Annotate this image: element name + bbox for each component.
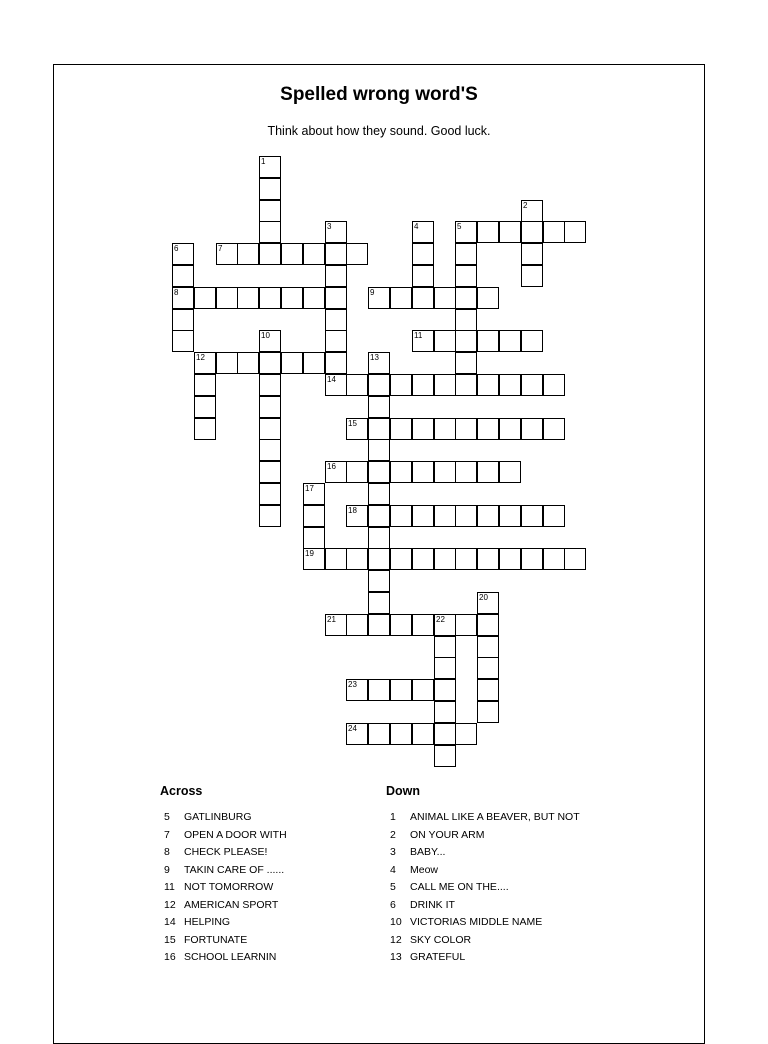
grid-cell[interactable] — [259, 200, 281, 222]
grid-cell[interactable] — [325, 265, 347, 287]
grid-cell[interactable] — [521, 200, 543, 222]
grid-cell[interactable] — [303, 352, 325, 374]
grid-cell[interactable] — [237, 287, 259, 309]
grid-cell[interactable] — [368, 723, 390, 745]
grid-cell[interactable] — [368, 570, 390, 592]
grid-cell[interactable] — [259, 330, 281, 352]
down-clue — [386, 863, 586, 877]
grid-cell[interactable] — [412, 548, 434, 570]
grid-cell[interactable] — [368, 483, 390, 505]
clue-number: 5 — [390, 881, 396, 893]
clue-text: VICTORIAS MIDDLE NAME — [410, 916, 543, 928]
cell-number: 22 — [436, 615, 445, 624]
grid-cell[interactable] — [521, 505, 543, 527]
grid-cell[interactable] — [477, 657, 499, 679]
puzzle-subtitle: Think about how they sound. Good luck. — [267, 124, 491, 138]
cell-number: 18 — [348, 506, 357, 515]
grid-cell[interactable] — [368, 287, 390, 309]
grid-cell[interactable] — [194, 418, 216, 440]
grid-cell[interactable] — [521, 548, 543, 570]
clue-number: 16 — [164, 951, 176, 963]
cell-number: 8 — [174, 288, 179, 297]
grid-cell[interactable] — [259, 396, 281, 418]
grid-cell[interactable] — [172, 265, 194, 287]
grid-cell[interactable] — [281, 352, 303, 374]
grid-cell[interactable] — [259, 352, 281, 374]
grid-cell[interactable] — [325, 548, 347, 570]
grid-cell[interactable] — [412, 505, 434, 527]
across-clue-list — [160, 810, 350, 968]
clue-text: NOT TOMORROW — [184, 881, 274, 893]
grid-cell[interactable] — [346, 243, 368, 265]
grid-cell[interactable] — [455, 461, 477, 483]
across-clue — [160, 845, 350, 859]
across-clue — [160, 828, 350, 842]
grid-cell[interactable] — [543, 505, 565, 527]
grid-cell[interactable] — [281, 243, 303, 265]
grid-cell[interactable] — [434, 548, 456, 570]
grid-cell[interactable] — [346, 461, 368, 483]
grid-cell[interactable] — [455, 418, 477, 440]
grid-cell[interactable] — [455, 309, 477, 331]
grid-cell[interactable] — [259, 221, 281, 243]
grid-cell[interactable] — [499, 221, 521, 243]
grid-cell[interactable] — [477, 679, 499, 701]
clue-number: 10 — [390, 916, 402, 928]
grid-cell[interactable] — [477, 374, 499, 396]
grid-cell[interactable] — [303, 287, 325, 309]
grid-cell[interactable] — [477, 418, 499, 440]
grid-cell[interactable] — [455, 221, 477, 243]
grid-cell[interactable] — [172, 330, 194, 352]
grid-cell[interactable] — [194, 352, 216, 374]
grid-cell[interactable] — [455, 374, 477, 396]
cell-number: 4 — [414, 222, 419, 231]
grid-cell[interactable] — [455, 548, 477, 570]
clue-number: 2 — [390, 828, 396, 841]
grid-cell[interactable] — [368, 461, 390, 483]
grid-cell[interactable] — [521, 221, 543, 243]
grid-cell[interactable] — [521, 418, 543, 440]
grid-cell[interactable] — [412, 418, 434, 440]
grid-cell[interactable] — [412, 723, 434, 745]
cell-number: 17 — [305, 484, 314, 493]
grid-cell[interactable] — [434, 614, 456, 636]
grid-cell[interactable] — [499, 330, 521, 352]
down-clue — [386, 810, 586, 824]
clue-text: HELPING — [184, 916, 231, 928]
grid-cell[interactable] — [368, 592, 390, 614]
clue-number: 6 — [390, 898, 396, 911]
across-clue — [160, 898, 350, 912]
clue-text: Meow — [410, 863, 439, 876]
grid-cell[interactable] — [216, 243, 238, 265]
clue-text: DRINK IT — [410, 898, 455, 911]
grid-cell[interactable] — [172, 243, 194, 265]
grid-cell[interactable] — [259, 156, 281, 178]
grid-cell[interactable] — [412, 287, 434, 309]
grid-cell[interactable] — [521, 243, 543, 265]
grid-cell[interactable] — [499, 418, 521, 440]
across-clue — [160, 880, 350, 894]
down-clue — [386, 828, 586, 842]
grid-cell[interactable] — [543, 221, 565, 243]
grid-cell[interactable] — [325, 221, 347, 243]
grid-cell[interactable] — [172, 287, 194, 309]
grid-cell[interactable] — [499, 548, 521, 570]
grid-cell[interactable] — [412, 374, 434, 396]
grid-cell[interactable] — [281, 287, 303, 309]
grid-cell[interactable] — [325, 309, 347, 331]
grid-cell[interactable] — [325, 287, 347, 309]
grid-cell[interactable] — [455, 287, 477, 309]
grid-cell[interactable] — [259, 287, 281, 309]
grid-cell[interactable] — [390, 287, 412, 309]
grid-cell[interactable] — [368, 527, 390, 549]
grid-cell[interactable] — [455, 330, 477, 352]
grid-cell[interactable] — [434, 287, 456, 309]
grid-cell[interactable] — [237, 243, 259, 265]
grid-cell[interactable] — [325, 374, 347, 396]
grid-cell[interactable] — [390, 614, 412, 636]
cell-number: 21 — [327, 615, 336, 624]
grid-cell[interactable] — [455, 505, 477, 527]
grid-cell[interactable] — [412, 221, 434, 243]
grid-cell[interactable] — [325, 352, 347, 374]
clue-number: 14 — [164, 916, 176, 928]
grid-cell[interactable] — [477, 701, 499, 723]
grid-cell[interactable] — [346, 548, 368, 570]
clue-number: 8 — [164, 846, 170, 858]
grid-cell[interactable] — [390, 723, 412, 745]
clue-number: 3 — [390, 846, 396, 858]
clue-text: AMERICAN SPORT — [184, 898, 279, 911]
clue-number: 12 — [390, 933, 402, 946]
grid-cell[interactable] — [259, 439, 281, 461]
clue-text: ON YOUR ARM — [410, 828, 485, 841]
grid-cell[interactable] — [303, 527, 325, 549]
grid-cell[interactable] — [194, 374, 216, 396]
grid-cell[interactable] — [564, 221, 586, 243]
grid-cell[interactable] — [499, 461, 521, 483]
grid-cell[interactable] — [477, 636, 499, 658]
grid-cell[interactable] — [434, 701, 456, 723]
grid-cell[interactable] — [455, 265, 477, 287]
grid-cell[interactable] — [434, 636, 456, 658]
grid-cell[interactable] — [412, 265, 434, 287]
grid-cell[interactable] — [477, 330, 499, 352]
grid-cell[interactable] — [455, 243, 477, 265]
grid-cell[interactable] — [412, 330, 434, 352]
grid-cell[interactable] — [412, 614, 434, 636]
grid-cell[interactable] — [368, 679, 390, 701]
clue-number: 4 — [390, 863, 396, 876]
grid-cell[interactable] — [303, 483, 325, 505]
cell-number: 23 — [348, 680, 357, 689]
clue-number: 15 — [164, 933, 176, 946]
cell-number: 13 — [370, 353, 379, 362]
grid-cell[interactable] — [368, 548, 390, 570]
grid-cell[interactable] — [477, 461, 499, 483]
down-heading: Down — [386, 784, 421, 798]
grid-cell[interactable] — [521, 374, 543, 396]
grid-cell[interactable] — [346, 505, 368, 527]
grid-cell[interactable] — [477, 614, 499, 636]
across-clue — [160, 810, 350, 824]
grid-cell[interactable] — [434, 505, 456, 527]
clue-text: FORTUNATE — [184, 933, 248, 946]
grid-cell[interactable] — [325, 330, 347, 352]
down-clue — [386, 880, 586, 894]
cell-number: 15 — [348, 419, 357, 428]
clue-number: 11 — [164, 881, 175, 893]
grid-cell[interactable] — [303, 243, 325, 265]
cell-number: 2 — [523, 201, 528, 210]
across-clue — [160, 863, 350, 877]
grid-cell[interactable] — [412, 679, 434, 701]
cell-number: 10 — [261, 331, 270, 340]
grid-cell[interactable] — [368, 396, 390, 418]
grid-cell[interactable] — [325, 614, 347, 636]
across-clue — [160, 915, 350, 929]
grid-cell[interactable] — [521, 265, 543, 287]
grid-cell[interactable] — [368, 374, 390, 396]
grid-cell[interactable] — [194, 396, 216, 418]
grid-cell[interactable] — [259, 243, 281, 265]
grid-cell[interactable] — [521, 330, 543, 352]
grid-cell[interactable] — [368, 439, 390, 461]
cell-number: 14 — [327, 375, 336, 384]
clue-text: OPEN A DOOR WITH — [184, 828, 287, 841]
cell-number: 6 — [174, 244, 179, 253]
clue-number: 1 — [390, 811, 396, 823]
clue-text: TAKIN CARE OF ...... — [184, 863, 285, 876]
grid-cell[interactable] — [434, 374, 456, 396]
grid-cell[interactable] — [368, 352, 390, 374]
grid-cell[interactable] — [434, 723, 456, 745]
cell-number: 5 — [457, 222, 462, 231]
clue-text: GATLINBURG — [184, 811, 252, 823]
grid-cell[interactable] — [303, 505, 325, 527]
grid-cell[interactable] — [390, 461, 412, 483]
cell-number: 11 — [414, 331, 423, 340]
grid-cell[interactable] — [259, 374, 281, 396]
grid-cell[interactable] — [477, 221, 499, 243]
cell-number: 24 — [348, 724, 357, 733]
cell-number: 7 — [218, 244, 223, 253]
grid-cell[interactable] — [434, 418, 456, 440]
across-clue — [160, 933, 350, 947]
grid-cell[interactable] — [434, 745, 456, 767]
grid-cell[interactable] — [259, 418, 281, 440]
across-clue — [160, 950, 350, 964]
down-clue-list — [386, 810, 586, 968]
grid-cell[interactable] — [325, 243, 347, 265]
grid-cell[interactable] — [412, 243, 434, 265]
grid-cell[interactable] — [543, 374, 565, 396]
across-heading: Across — [160, 784, 203, 798]
grid-cell[interactable] — [346, 614, 368, 636]
grid-cell[interactable] — [346, 374, 368, 396]
down-clue — [386, 950, 586, 964]
clue-text: SCHOOL LEARNIN — [184, 951, 277, 963]
grid-cell[interactable] — [346, 723, 368, 745]
clue-number: 12 — [164, 898, 176, 911]
grid-cell[interactable] — [477, 287, 499, 309]
clue-text: ANIMAL LIKE A BEAVER, BUT NOT — [410, 811, 580, 823]
grid-cell[interactable] — [477, 548, 499, 570]
grid-cell[interactable] — [303, 548, 325, 570]
clue-number: 13 — [390, 951, 402, 963]
cell-number: 9 — [370, 288, 375, 297]
grid-cell[interactable] — [346, 679, 368, 701]
grid-cell[interactable] — [259, 178, 281, 200]
grid-cell[interactable] — [455, 352, 477, 374]
grid-cell[interactable] — [564, 548, 586, 570]
grid-cell[interactable] — [216, 352, 238, 374]
grid-cell[interactable] — [477, 592, 499, 614]
grid-cell[interactable] — [434, 657, 456, 679]
grid-cell[interactable] — [259, 505, 281, 527]
down-clue — [386, 845, 586, 859]
clue-number: 5 — [164, 811, 170, 823]
grid-cell[interactable] — [434, 679, 456, 701]
cell-number: 3 — [327, 222, 332, 231]
grid-cell[interactable] — [259, 483, 281, 505]
grid-cell[interactable] — [434, 330, 456, 352]
clue-number: 9 — [164, 863, 170, 876]
grid-cell[interactable] — [390, 418, 412, 440]
puzzle-title: Spelled wrong word'S — [280, 84, 478, 105]
clue-text: BABY... — [410, 846, 446, 858]
clue-number: 7 — [164, 828, 170, 841]
grid-cell[interactable] — [325, 461, 347, 483]
grid-cell[interactable] — [172, 309, 194, 331]
grid-cell[interactable] — [259, 461, 281, 483]
cell-number: 19 — [305, 549, 314, 558]
grid-cell[interactable] — [543, 418, 565, 440]
grid-cell[interactable] — [194, 287, 216, 309]
down-clue — [386, 915, 586, 929]
clue-text: CALL ME ON THE.... — [410, 881, 509, 893]
cell-number: 16 — [327, 462, 336, 471]
grid-cell[interactable] — [237, 352, 259, 374]
cell-number: 1 — [261, 157, 266, 166]
cell-number: 12 — [196, 353, 205, 362]
grid-cell[interactable] — [390, 548, 412, 570]
grid-cell[interactable] — [499, 505, 521, 527]
down-clue — [386, 898, 586, 912]
grid-cell[interactable] — [346, 418, 368, 440]
grid-cell[interactable] — [390, 374, 412, 396]
grid-cell[interactable] — [412, 461, 434, 483]
grid-cell[interactable] — [543, 548, 565, 570]
grid-cell[interactable] — [477, 505, 499, 527]
grid-cell[interactable] — [368, 614, 390, 636]
down-clue — [386, 933, 586, 947]
grid-cell[interactable] — [390, 679, 412, 701]
grid-cell[interactable] — [434, 461, 456, 483]
grid-cell[interactable] — [216, 287, 238, 309]
clue-text: GRATEFUL — [410, 951, 466, 963]
cell-number: 20 — [479, 593, 488, 602]
grid-cell[interactable] — [499, 374, 521, 396]
clue-text: CHECK PLEASE! — [184, 846, 268, 858]
grid-cell[interactable] — [455, 614, 477, 636]
grid-cell[interactable] — [368, 418, 390, 440]
grid-cell[interactable] — [390, 505, 412, 527]
clue-text: SKY COLOR — [410, 933, 472, 946]
grid-cell[interactable] — [455, 723, 477, 745]
grid-cell[interactable] — [368, 505, 390, 527]
